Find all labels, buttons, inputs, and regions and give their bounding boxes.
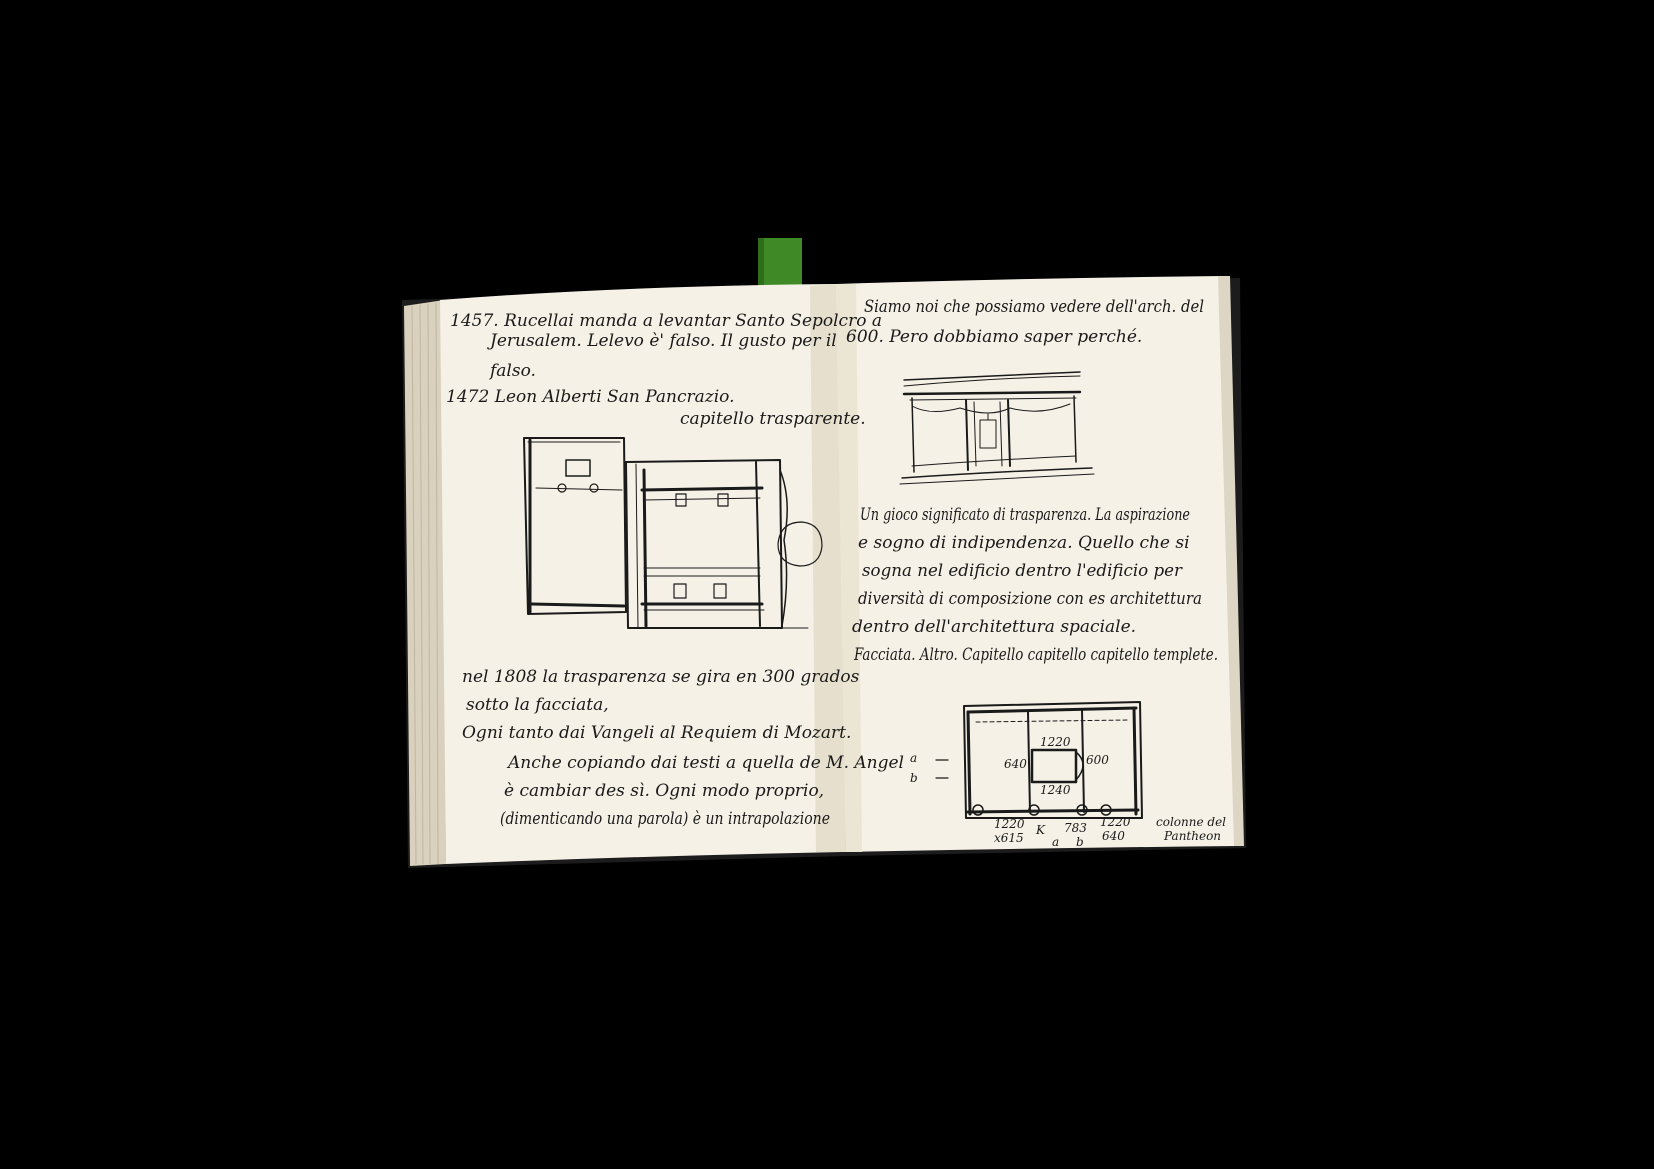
label-bottom-right-1: 1220	[1100, 815, 1131, 829]
label-bottom-left-2: x615	[994, 831, 1024, 845]
left-para-line-3: Ogni tanto dai Vangeli al Requiem di Mozart.	[462, 723, 852, 743]
label-bottom-mid-1: 783	[1064, 821, 1087, 835]
left-para-line-4: Anche copiando dai testi a quella de M. Angel	[508, 753, 904, 773]
right-line-2: 600. Pero dobbiamo saper perché.	[846, 327, 1143, 347]
label-dim-left: 640	[1004, 757, 1027, 771]
left-para-line-1: nel 1808 la trasparenza se gira en 300 grados	[462, 667, 860, 687]
right-para-line-6: Facciata. Altro. Capitello capitello capitello templete.	[853, 645, 1218, 665]
label-row-b: b	[910, 771, 918, 785]
label-row-a: a	[910, 751, 918, 765]
sketch-label: capitello trasparente.	[680, 409, 866, 429]
label-bottom-mid-2: b	[1076, 835, 1084, 849]
left-line-2: Jerusalem. Lelevo è' falso. Il gusto per il	[490, 331, 837, 351]
label-dim-right: 600	[1086, 753, 1109, 767]
left-para-line-2: sotto la facciata,	[466, 695, 609, 715]
ribbon-bookmark[interactable]	[758, 238, 802, 288]
right-para-line-4: diversità di composizione con es architettura	[858, 589, 1202, 609]
right-para-line-2: e sogno di indipendenza. Quello che si	[858, 533, 1190, 553]
label-dim-top: 1220	[1040, 735, 1071, 749]
label-bottom-a: a	[1052, 835, 1060, 849]
right-para-line-5: dentro dell'architettura spaciale.	[852, 617, 1137, 637]
label-bottom-right-2: 640	[1102, 829, 1125, 843]
label-caption-2: Pantheon	[1164, 829, 1222, 843]
label-dim-mid: 1240	[1040, 783, 1071, 797]
left-line-3: falso.	[490, 361, 536, 381]
right-line-1: Siamo noi che possiamo vedere dell'arch. del	[864, 297, 1204, 317]
right-para-line-1: Un gioco significato di trasparenza. La aspirazione	[860, 505, 1190, 525]
left-para-line-6: (dimenticando una parola) è un intrapolazione	[500, 809, 830, 829]
left-line-1: 1457. Rucellai manda a levantar Santo Sepolcro a	[450, 311, 882, 331]
left-line-4: 1472 Leon Alberti San Pancrazio.	[446, 387, 735, 407]
label-caption-1: colonne del	[1156, 815, 1227, 829]
left-para-line-5: è cambiar des sì. Ogni modo proprio,	[504, 781, 825, 801]
label-bottom-k: K	[1036, 823, 1045, 837]
left-page-edges	[404, 300, 446, 866]
label-bottom-left-1: 1220	[994, 817, 1025, 831]
right-para-line-3: sogna nel edificio dentro l'edificio per	[862, 561, 1183, 581]
